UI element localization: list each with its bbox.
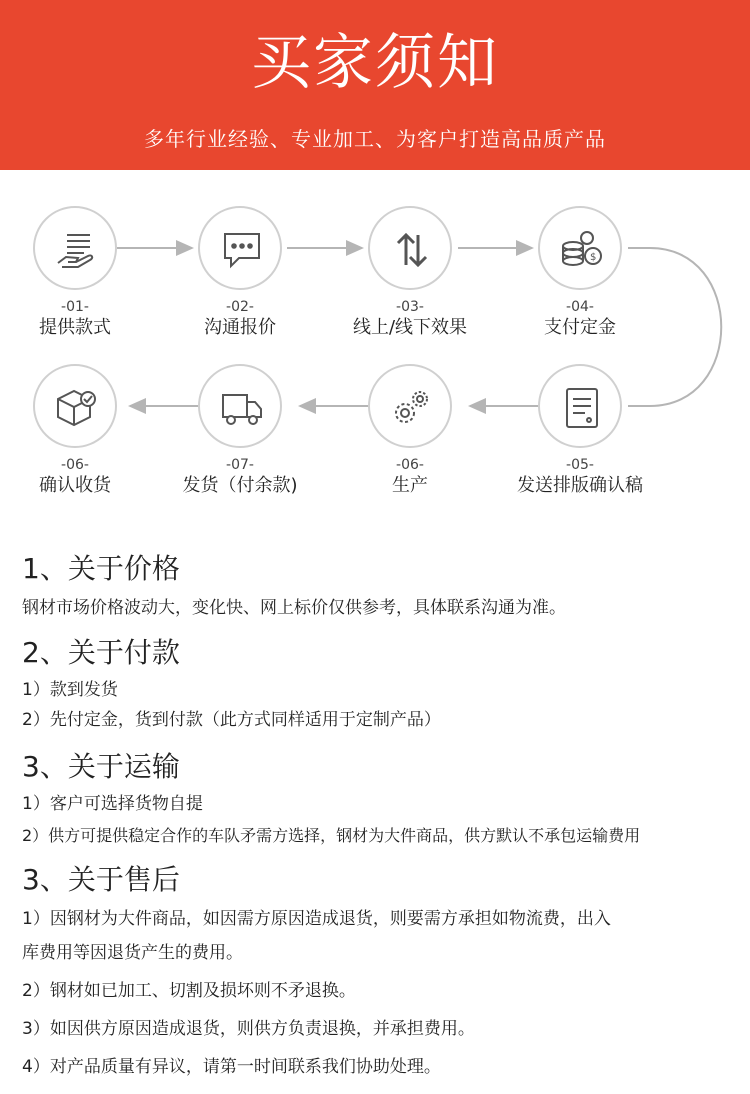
chat-bubble-icon [217, 225, 267, 275]
section-price [22, 551, 742, 621]
svg-text:$: $ [590, 252, 597, 263]
up-down-arrows-icon [387, 225, 437, 275]
section-payment [22, 635, 742, 733]
section-line: 钢材市场价格波动大，变化快、网上标价仅供参考，具体联系沟通为准。 [22, 598, 566, 618]
document-icon [557, 383, 607, 433]
section-line: 3）如因供方原因造成退货，则供方负责退换，并承担费用。 [22, 1019, 475, 1039]
section-heading: 3、关于售后 [22, 863, 180, 896]
header-banner [0, 0, 750, 170]
step-pay-deposit: $ -04- 支付定金 [495, 206, 665, 340]
section-heading: 3、关于运输 [22, 750, 180, 783]
package-check-icon [52, 383, 102, 433]
section-shipping [22, 749, 742, 849]
section-line: 2）供方可提供稳定合作的车队矛需方选择，钢材为大件商品，供方默认不承包运输费用 [22, 826, 641, 845]
section-line: 1）因钢材为大件商品，如因需方原因造成退货，则要需方承担如物流费，出入 [22, 909, 611, 929]
section-line: 2）钢材如已加工、切割及损坏则不矛退换。 [22, 981, 356, 1001]
page-title: 买家须知 [251, 28, 499, 98]
section-line: 4）对产品质量有异议，请第一时间联系我们协助处理。 [22, 1057, 441, 1077]
section-heading: 1、关于价格 [22, 552, 180, 585]
step-confirm-receipt: -06- 确认收货 [0, 364, 160, 498]
coins-icon [557, 225, 607, 275]
step-production: -06- 生产 [325, 364, 495, 498]
truck-icon [217, 383, 267, 433]
section-line: 2）先付定金，货到付款（此方式同样适用于定制产品） [22, 710, 441, 730]
section-line: 1）客户可选择货物自提 [22, 794, 203, 814]
step-provide-style: -01- 提供款式 [0, 206, 160, 340]
process-flow [0, 170, 750, 520]
section-heading: 2、关于付款 [22, 636, 180, 669]
step-online-offline-effect: -03- 线上/线下效果 [325, 206, 495, 340]
section-after-sales [22, 862, 742, 1080]
page-subtitle: 多年行业经验、专业加工、为客户打造高品质产品 [144, 127, 606, 151]
section-line: 库费用等因退货产生的费用。 [22, 943, 243, 963]
gears-icon [387, 383, 437, 433]
step-quote: -02- 沟通报价 [155, 206, 325, 340]
hand-document-icon [52, 225, 102, 275]
step-ship: -07- 发货（付余款) [155, 364, 325, 498]
section-line: 1）款到发货 [22, 680, 118, 700]
step-send-proof: -05- 发送排版确认稿 [495, 364, 665, 498]
